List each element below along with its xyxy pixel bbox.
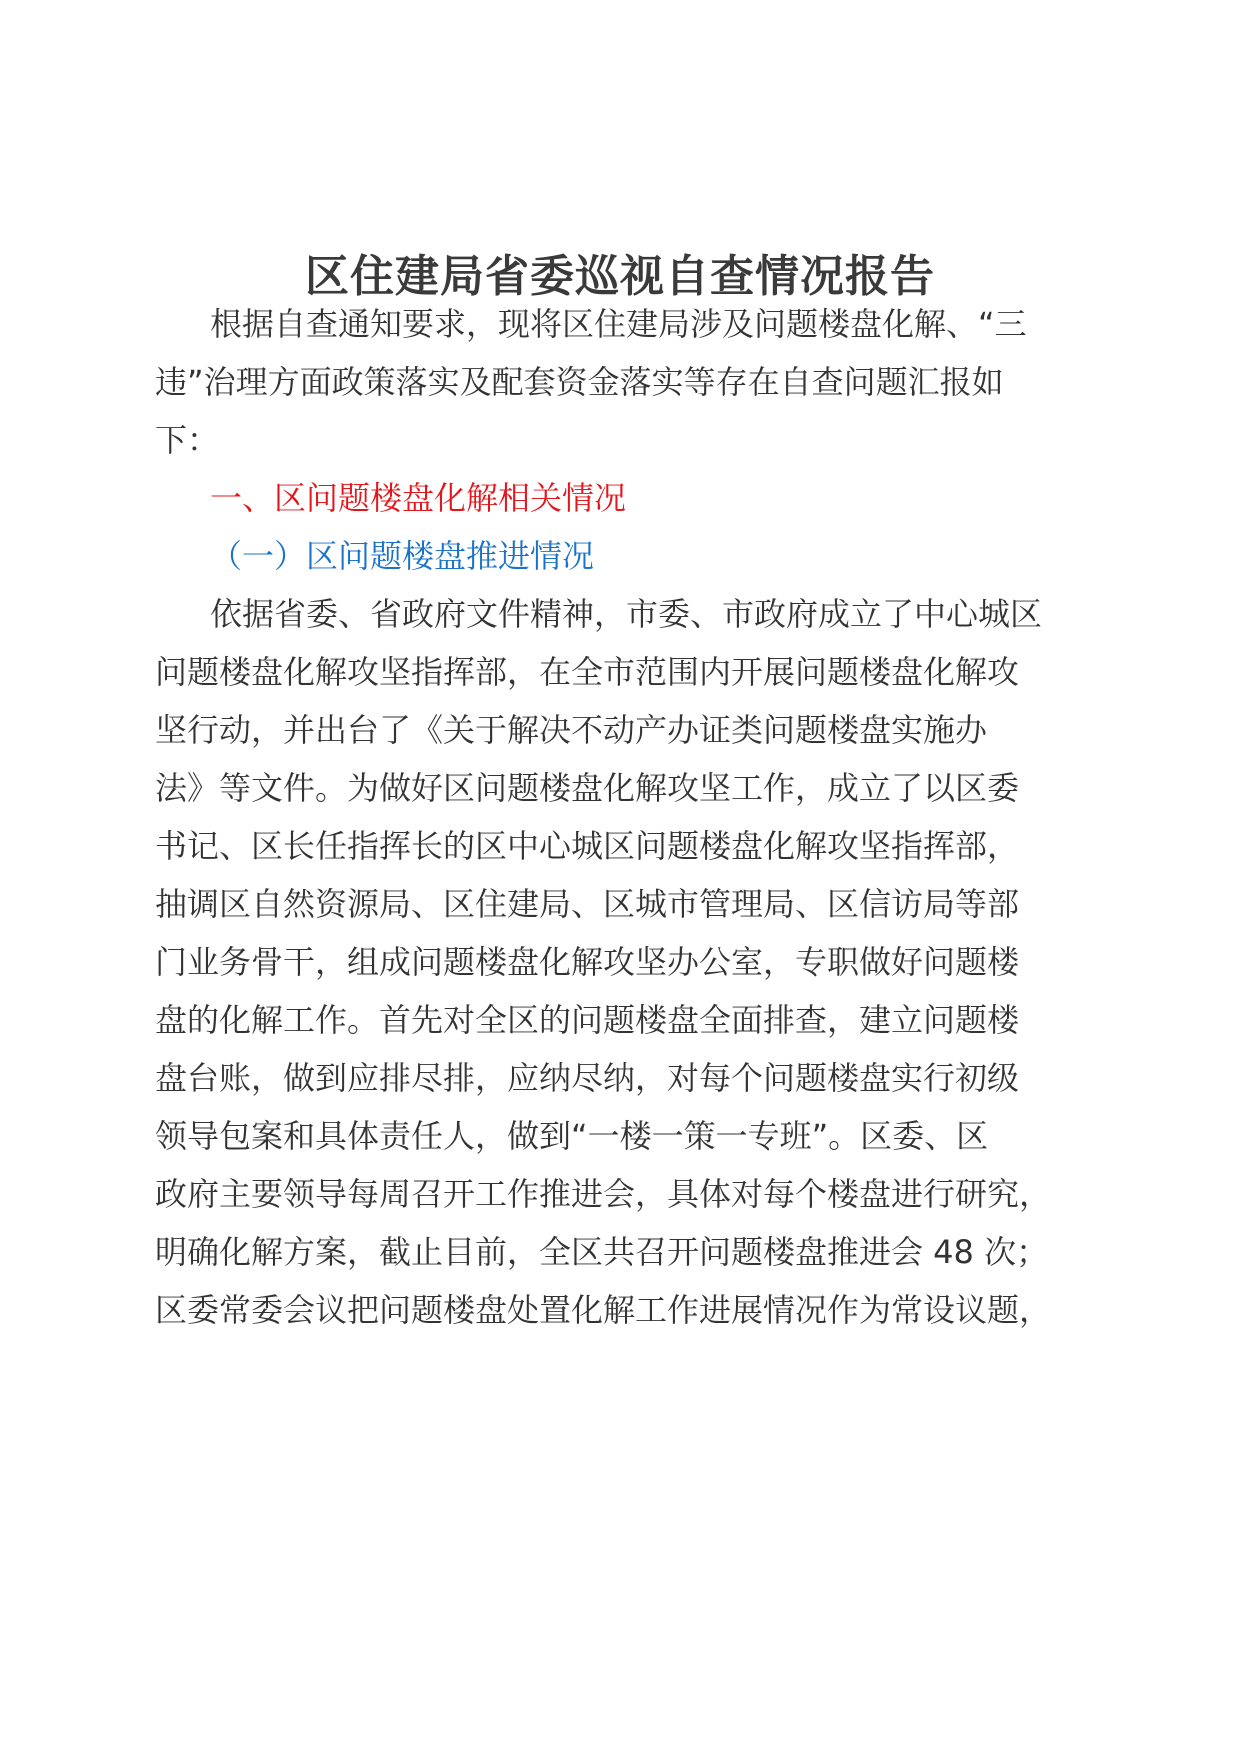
body-line: 盘台账，做到应排尽排，应纳尽纳，对每个问题楼盘实行初级 — [155, 1059, 1020, 1097]
subsection-heading: （一）区问题楼盘推进情况 — [210, 537, 595, 575]
body-line: 问题楼盘化解攻坚指挥部，在全市范围内开展问题楼盘化解攻 — [155, 653, 1020, 691]
intro-line: 下： — [155, 421, 220, 459]
intro-line: 根据自查通知要求，现将区住建局涉及问题楼盘化解、“三 — [210, 305, 1027, 343]
section-heading: 一、区问题楼盘化解相关情况 — [210, 479, 627, 517]
body-line: 政府主要领导每周召开工作推进会，具体对每个楼盘进行研究， — [155, 1175, 1052, 1213]
body-line: 书记、区长任指挥长的区中心城区问题楼盘化解攻坚指挥部， — [155, 827, 1020, 865]
body-line: 区委常委会议把问题楼盘处置化解工作进展情况作为常设议题， — [155, 1291, 1052, 1329]
body-line: 门业务骨干，组成问题楼盘化解攻坚办公室，专职做好问题楼 — [155, 943, 1020, 981]
body-line: 领导包案和具体责任人，做到“一楼一策一专班”。区委、区 — [155, 1117, 989, 1155]
intro-line: 违”治理方面政策落实及配套资金落实等存在自查问题汇报如 — [155, 363, 1004, 401]
document-title: 区住建局省委巡视自查情况报告 — [305, 251, 935, 302]
body-line: 抽调区自然资源局、区住建局、区城市管理局、区信访局等部 — [155, 885, 1020, 923]
body-line: 明确化解方案，截止目前，全区共召开问题楼盘推进会 48 次； — [155, 1233, 1049, 1271]
body-line: 坚行动，并出台了《关于解决不动产办证类问题楼盘实施办 — [155, 711, 988, 749]
body-line: 依据省委、省政府文件精神，市委、市政府成立了中心城区 — [210, 595, 1043, 633]
body-line: 法》等文件。为做好区问题楼盘化解攻坚工作，成立了以区委 — [155, 769, 1020, 807]
body-line: 盘的化解工作。首先对全区的问题楼盘全面排查，建立问题楼 — [155, 1001, 1020, 1039]
